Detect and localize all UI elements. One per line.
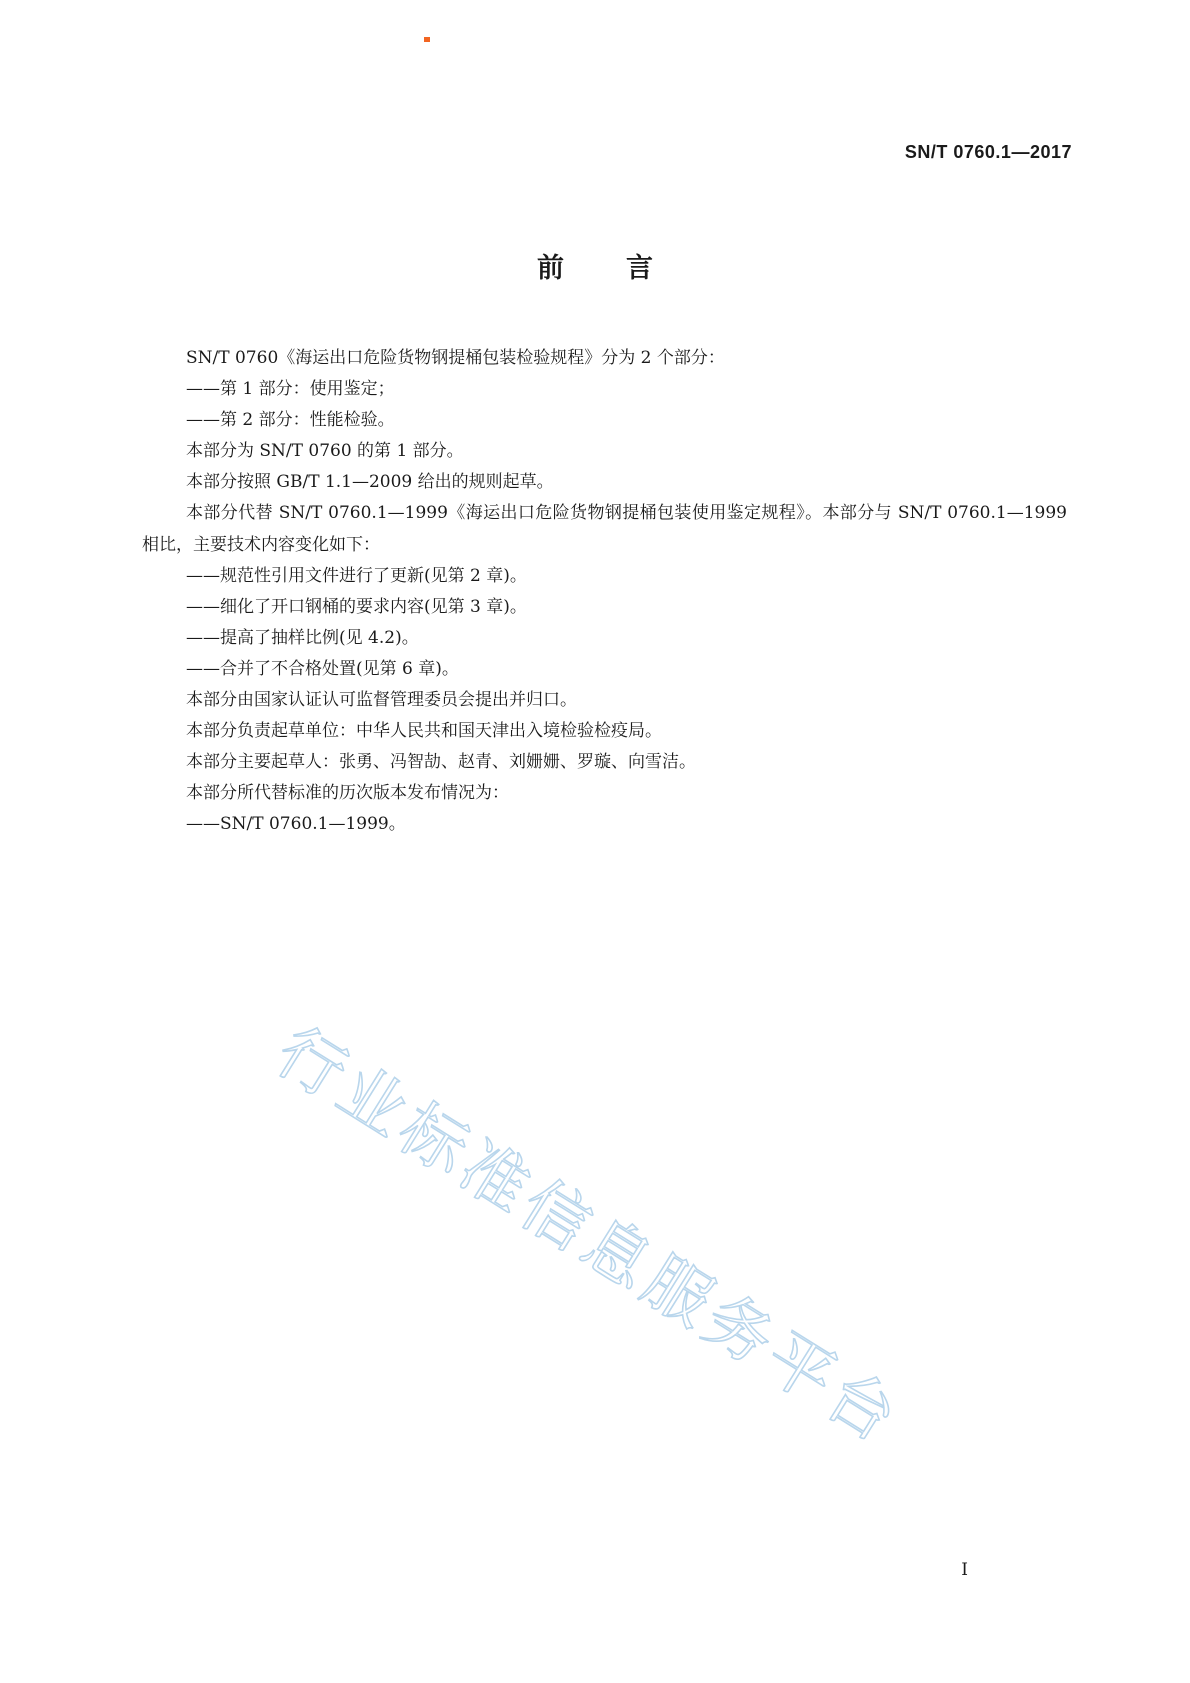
list-item: ——第 2 部分：性能检验。 <box>186 410 395 431</box>
list-item: ——合并了不合格处置(见第 6 章)。 <box>186 658 459 679</box>
list-item: ——细化了开口钢桶的要求内容(见第 3 章)。 <box>186 596 527 617</box>
paragraph: 本部分代替 SN/T 0760.1—1999《海运出口危险货物钢提桶包装使用鉴定规程》。本部分与 SN/T 0760.1—1999 相比，主要技术内容变化如下： <box>142 503 1067 555</box>
page-title: 前言 <box>537 253 715 284</box>
paragraph: 本部分按照 GB/T 1.1—2009 给出的规则起草。 <box>186 472 554 493</box>
paragraph: 本部分由国家认证认可监督管理委员会提出并归口。 <box>186 690 577 711</box>
paragraph: SN/T 0760《海运出口危险货物钢提桶包装检验规程》分为 2 个部分： <box>186 348 725 368</box>
paragraph: 本部分主要起草人：张勇、冯智劼、赵青、刘姗姗、罗璇、向雪洁。 <box>186 752 696 773</box>
standard-code: SN/T 0760.1—2017 <box>904 142 1072 162</box>
paragraph: 本部分所代替标准的历次版本发布情况为： <box>186 783 509 804</box>
list-item: ——第 1 部分：使用鉴定； <box>186 379 395 400</box>
list-item: ——SN/T 0760.1—1999。 <box>186 814 406 835</box>
list-item: ——提高了抽样比例(见 4.2)。 <box>186 627 419 648</box>
foreword-body <box>142 343 1067 841</box>
list-item: ——规范性引用文件进行了更新(见第 2 章)。 <box>186 565 527 586</box>
page-number: I <box>961 1560 968 1580</box>
paragraph: 本部分负责起草单位：中华人民共和国天津出入境检验检疫局。 <box>186 721 662 742</box>
paragraph: 本部分为 SN/T 0760 的第 1 部分。 <box>186 441 464 462</box>
watermark: 行业标准信息服务平台 <box>263 1012 915 1460</box>
orange-mark <box>424 37 430 42</box>
